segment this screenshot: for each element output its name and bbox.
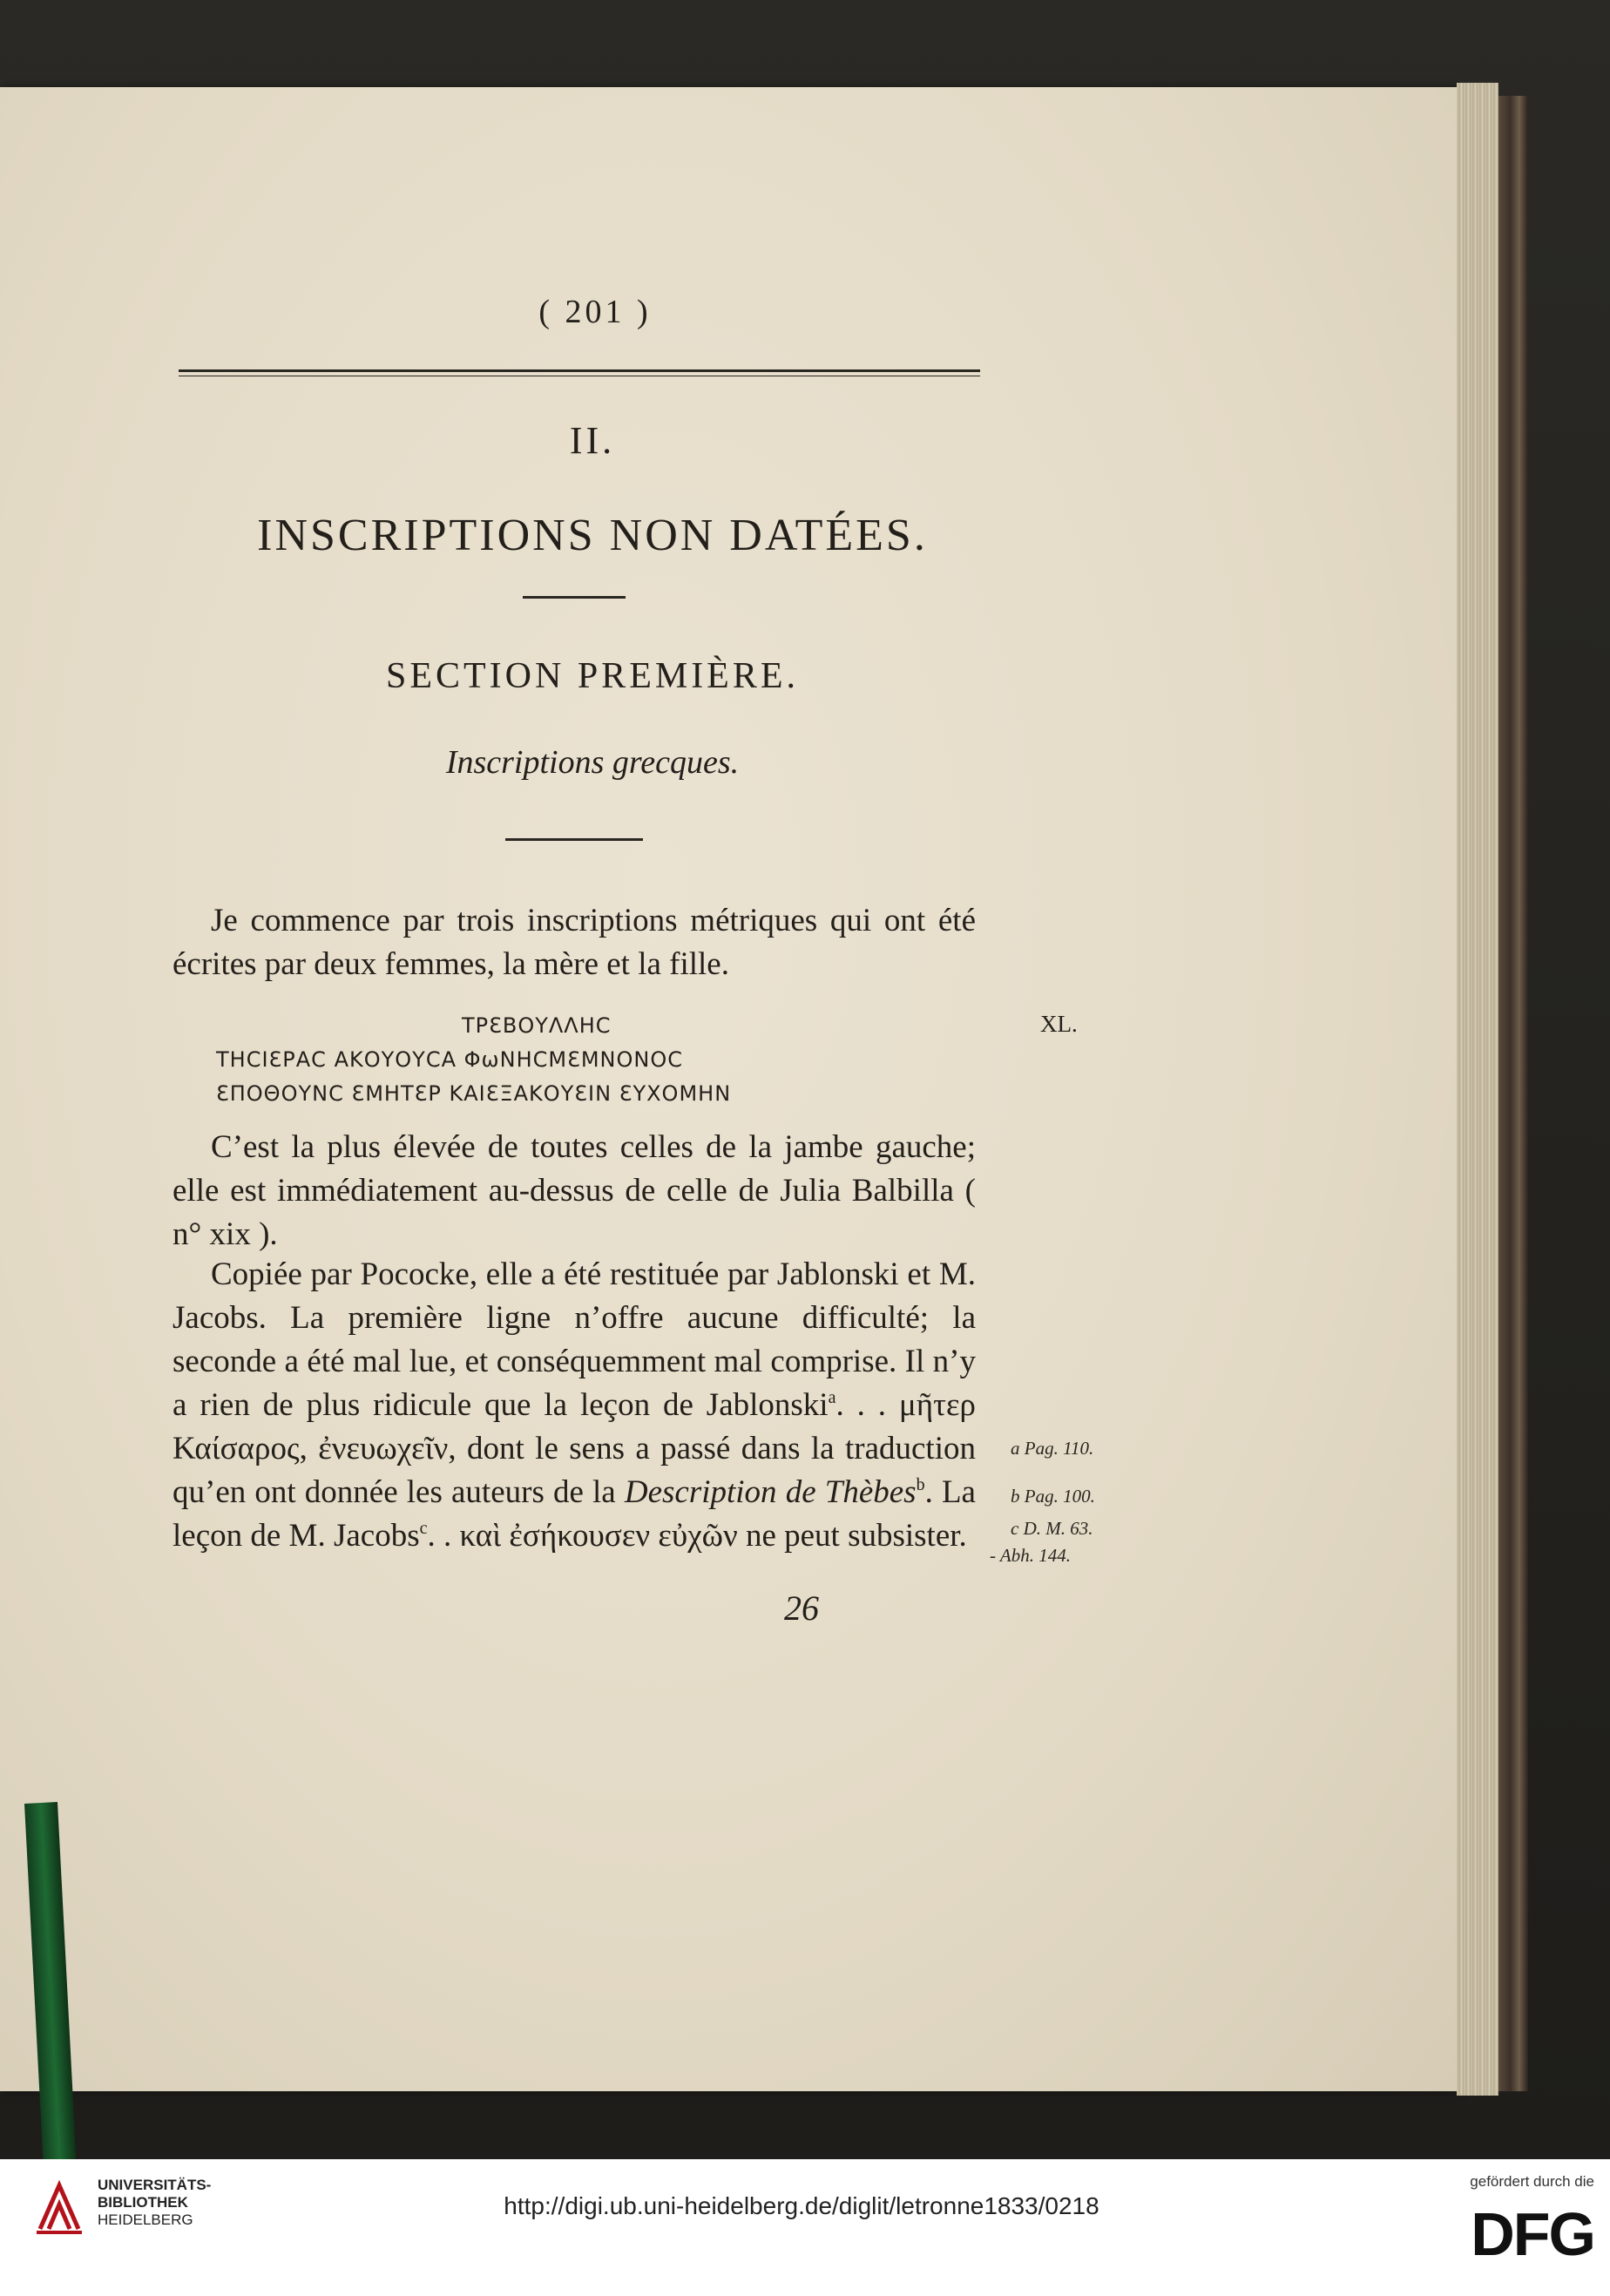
- greek-line-2: ΤΗϹΙƐΡΑϹ ΑΚΟΥΟΥϹΑ ΦωΝΗϹΜƐΜΝΟΝΟϹ: [216, 1047, 683, 1072]
- section-subtitle: Inscriptions grecques.: [445, 744, 740, 781]
- greek-inscription: [174, 1009, 976, 1111]
- funding-label: gefördert durch die: [1470, 2173, 1594, 2190]
- paragraph-2: [172, 1253, 976, 1558]
- paragraph-1: C’est la plus élevée de toutes celles de la jambe gauche; elle est immédiatement au-dessus de celle de Julia Balbilla ( n° xix ).: [172, 1129, 976, 1252]
- intro-paragraph: Je commence par trois inscriptions métriques qui ont été écrites par deux femmes, la mère et la fille.: [172, 903, 976, 982]
- library-name-line-1: UNIVERSITÄTS-: [98, 2177, 212, 2193]
- part-number: II.: [569, 419, 616, 462]
- library-name-line-3: HEIDELBERG: [98, 2211, 193, 2228]
- footnote-ref-a: a: [828, 1388, 836, 1407]
- margin-note-c: c D. M. 63.: [1011, 1518, 1093, 1539]
- signature-mark: 26: [784, 1588, 819, 1628]
- library-name: [98, 2177, 228, 2229]
- greek-line-1: ΤΡƐΒΟΥΛΛΗϹ: [462, 1013, 612, 1038]
- part-title: INSCRIPTIONS NON DATÉES.: [257, 511, 928, 560]
- section-title: SECTION PREMIÈRE.: [385, 656, 799, 696]
- margin-note-a: a Pag. 110.: [1011, 1438, 1094, 1459]
- paragraph-2-part-2: . . . μῆτερ Καίσαρος, ἐνευωχεῖν, dont le sens a passé dans la traduction qu’en ont donnée les auteurs de la: [172, 1387, 976, 1510]
- margin-note-b: b Pag. 100.: [1011, 1486, 1095, 1507]
- paragraph-2-part-4: . . καὶ ἐσήκουσεν εὐχῶν ne peut subsister.: [427, 1518, 967, 1554]
- permalink-url[interactable]: http://digi.ub.uni-heidelberg.de/diglit/letronne1833/0218: [504, 2192, 1099, 2219]
- dfg-logo: DFG: [1471, 2200, 1594, 2268]
- section-rule: [505, 838, 643, 841]
- title-rule: [523, 596, 626, 599]
- library-logo-icon: [33, 2177, 85, 2238]
- footer-bar: [0, 2159, 1610, 2296]
- book-cover-edge: [1498, 96, 1528, 2091]
- paragraph-2-part-1: Copiée par Pococke, elle a été restituée par Jablonski et M. Jacobs. La première ligne n’offre aucune difficulté; la seconde a été mal lue, et conséquemment mal comprise. Il n’y a rien de plus ridicule que la leçon de Jablonski: [172, 1256, 976, 1423]
- footnote-ref-c: c: [419, 1519, 428, 1538]
- inscription-number: XL.: [1040, 1011, 1078, 1037]
- header-rule: [179, 369, 980, 372]
- margin-note-abh: - Abh. 144.: [990, 1545, 1071, 1566]
- paragraph-2-part-3: . La leçon de M. Jacobs: [172, 1474, 976, 1554]
- library-name-line-2: BIBLIOTHEK: [98, 2194, 188, 2211]
- page-edges: [1457, 83, 1498, 2096]
- greek-line-3: ƐΠΟΘΟΥΝϹ ƐΜΗΤƐΡ ΚΑΙƐΞΑΚΟΥƐΙΝ ƐΥΧΟΜΗΝ: [216, 1081, 732, 1106]
- paragraph-2-italic-title: Description de Thèbes: [624, 1474, 917, 1510]
- page-number: ( 201 ): [538, 294, 652, 330]
- footnote-ref-b: b: [916, 1475, 925, 1494]
